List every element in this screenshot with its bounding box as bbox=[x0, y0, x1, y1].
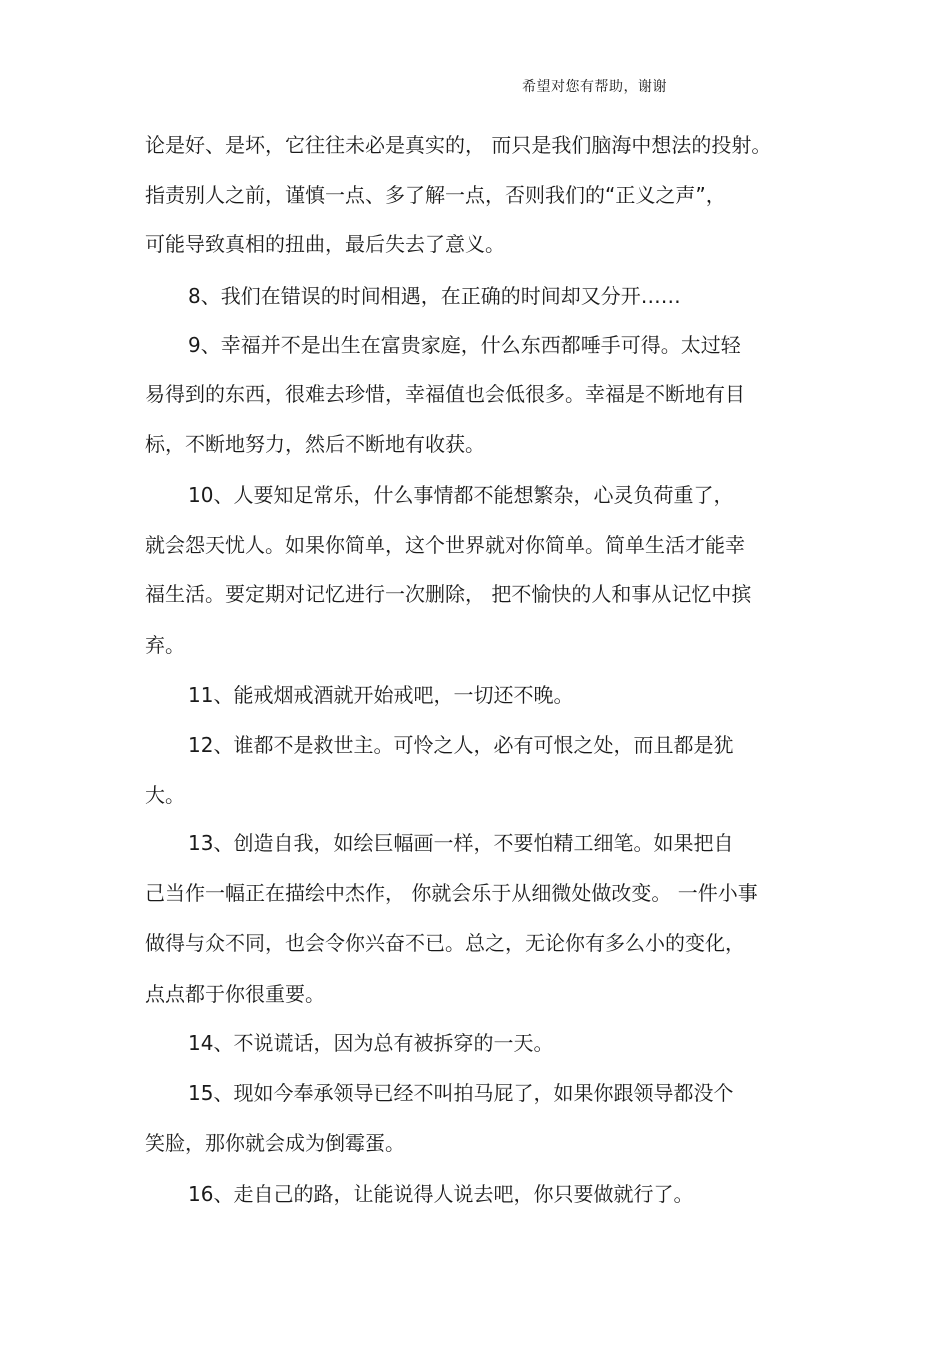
text-line: 9、幸福并不是出生在富贵家庭，什么东西都唾手可得。太过轻 bbox=[188, 333, 741, 357]
text-line: 大。 bbox=[145, 783, 185, 807]
text-line: 8、我们在错误的时间相遇，在正确的时间却又分开…… bbox=[188, 284, 681, 308]
text-line: 己当作一幅正在描绘中杰作， 你就会乐于从细微处做改变。 一件小事 bbox=[145, 881, 758, 905]
text-line: 14、不说谎话，因为总有被拆穿的一天。 bbox=[188, 1031, 554, 1055]
text-line: 15、现如今奉承领导已经不叫拍马屁了，如果你跟领导都没个 bbox=[188, 1081, 734, 1105]
text-line: 做得与众不同，也会令你兴奋不已。总之，无论你有多么小的变化， bbox=[145, 931, 745, 955]
header-note: 希望对您有帮助，谢谢 bbox=[522, 79, 667, 95]
text-line: 点点都于你很重要。 bbox=[145, 982, 325, 1006]
text-line: 11、能戒烟戒酒就开始戒吧，一切还不晚。 bbox=[188, 683, 574, 707]
text-line: 笑脸，那你就会成为倒霉蛋。 bbox=[145, 1131, 405, 1155]
text-line: 指责别人之前，谨慎一点、多了解一点，否则我们的“正义之声”， bbox=[145, 183, 726, 207]
text-line: 就会怨天忧人。如果你简单，这个世界就对你简单。简单生活才能幸 bbox=[145, 533, 745, 557]
text-line: 12、谁都不是救世主。可怜之人，必有可恨之处，而且都是犹 bbox=[188, 733, 734, 757]
text-line: 可能导致真相的扭曲，最后失去了意义。 bbox=[145, 232, 505, 256]
text-line: 标，不断地努力，然后不断地有收获。 bbox=[145, 432, 485, 456]
text-line: 10、人要知足常乐，什么事情都不能想繁杂，心灵负荷重了， bbox=[188, 483, 734, 507]
text-line: 福生活。要定期对记忆进行一次删除， 把不愉快的人和事从记忆中摈 bbox=[145, 582, 752, 606]
text-line: 论是好、是坏，它往往未必是真实的， 而只是我们脑海中想法的投射。 bbox=[145, 133, 772, 157]
text-line: 16、走自己的路，让能说得人说去吧，你只要做就行了。 bbox=[188, 1182, 694, 1206]
text-line: 弃。 bbox=[145, 633, 185, 657]
text-line: 13、创造自我，如绘巨幅画一样，不要怕精工细笔。如果把自 bbox=[188, 831, 734, 855]
text-line: 易得到的东西，很难去珍惜，幸福值也会低很多。幸福是不断地有目 bbox=[145, 382, 745, 406]
